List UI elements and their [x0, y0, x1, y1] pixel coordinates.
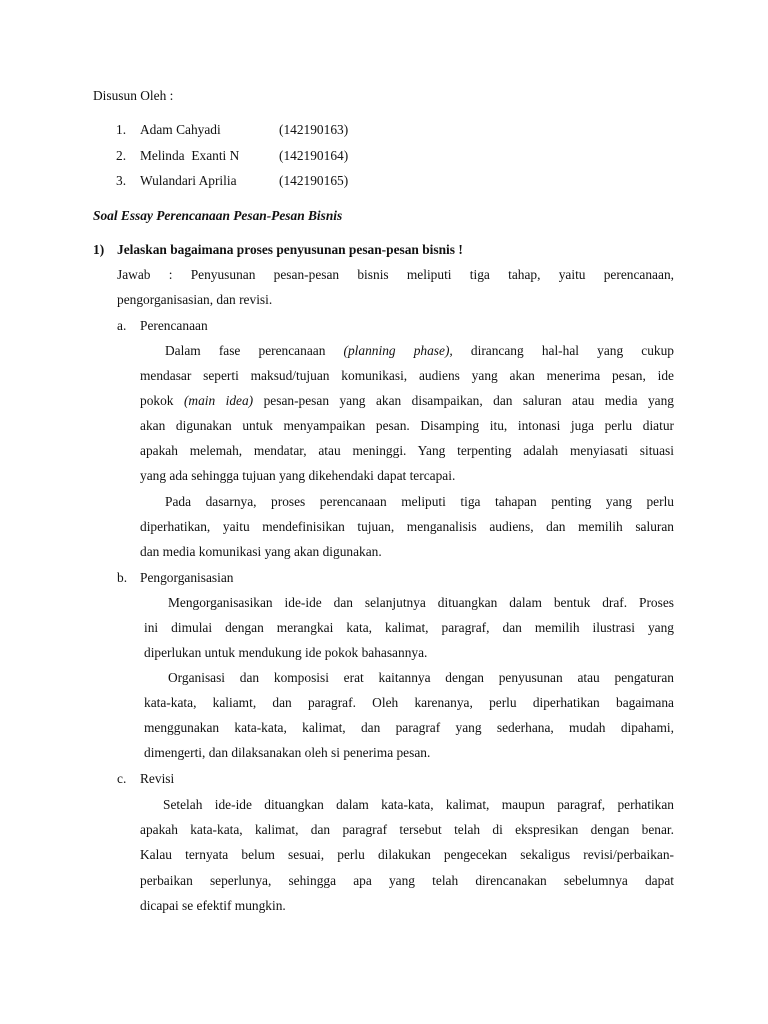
- author-id: (142190164): [279, 148, 349, 163]
- section-letter: a.: [117, 318, 127, 333]
- paragraph-line: Organisasi dan komposisi erat kaitannya dengan penyusunan atau pengaturan: [168, 670, 674, 685]
- section-letter: b.: [117, 570, 128, 585]
- answer-line: pengorganisasian, dan revisi.: [117, 292, 273, 307]
- prepared-by-label: Disusun Oleh :: [93, 88, 174, 103]
- author-id: (142190163): [279, 122, 349, 137]
- paragraph-line: mendasar seperti maksud/tujuan komunikasi, audiens yang akan menerima pesan, ide: [140, 368, 674, 383]
- paragraph-line: menggunakan kata-kata, kalimat, dan paragraf yang sederhana, mudah dipahami,: [144, 720, 674, 735]
- section-letter: c.: [117, 771, 127, 786]
- paragraph-line: diperhatikan, yaitu mendefinisikan tujuan, menganalisis audiens, dan memilih saluran: [140, 519, 674, 534]
- paragraph-line: Dalam fase perencanaan (planning phase), dirancang hal-hal yang cukup: [165, 343, 674, 358]
- paragraph-line: Pada dasarnya, proses perencanaan meliputi tiga tahapan penting yang perlu: [165, 494, 674, 509]
- paragraph-line: diperlukan untuk mendukung ide pokok bahasannya.: [144, 645, 428, 660]
- section-heading: Revisi: [140, 771, 175, 786]
- author-number: 2.: [116, 148, 127, 163]
- paragraph-line: kata-kata, kaliamt, dan paragraf. Oleh karenanya, perlu diperhatikan bagaimana: [144, 695, 674, 710]
- author-name: Melinda Exanti N: [140, 148, 240, 163]
- question-text: Jelaskan bagaimana proses penyusunan pesan-pesan bisnis !: [117, 242, 463, 257]
- paragraph-line: apakah melemah, mendatar, atau meninggi. Yang terpenting adalah menyiasati situasi: [140, 443, 674, 458]
- paragraph-line: Kalau ternyata belum sesuai, perlu dilakukan pengecekan sekaligus revisi/perbaikan-: [140, 847, 674, 862]
- paragraph-line: perbaikan seperlunya, sehingga apa yang telah direncanakan sebelumnya dapat: [140, 873, 674, 888]
- paragraph-line: dimengerti, dan dilaksanakan oleh si penerima pesan.: [144, 745, 431, 760]
- paragraph-line: Mengorganisasikan ide-ide dan selanjutnya dituangkan dalam bentuk draf. Proses: [168, 595, 674, 610]
- paragraph-line: pokok (main idea) pesan-pesan yang akan disampaikan, dan saluran atau media yang: [140, 393, 674, 408]
- paragraph-line: akan digunakan untuk menyampaikan pesan. Disamping itu, intonasi juga perlu diatur: [140, 418, 674, 433]
- author-id: (142190165): [279, 173, 349, 188]
- paragraph-line: dicapai se efektif mungkin.: [140, 898, 286, 913]
- paragraph-line: apakah kata-kata, kalimat, dan paragraf tersebut telah di ekspresikan dengan benar.: [140, 822, 674, 837]
- paragraph-line: Setelah ide-ide dituangkan dalam kata-kata, kalimat, maupun paragraf, perhatikan: [163, 797, 674, 812]
- author-number: 3.: [116, 173, 127, 188]
- paragraph-line: yang ada sehingga tujuan yang dikehendaki dapat tercapai.: [140, 468, 456, 483]
- document-title: Soal Essay Perencanaan Pesan-Pesan Bisnis: [93, 208, 343, 223]
- author-name: Wulandari Aprilia: [140, 173, 237, 188]
- paragraph-line: ini dimulai dengan merangkai kata, kalimat, paragraf, dan memilih ilustrasi yang: [144, 620, 674, 635]
- author-name: Adam Cahyadi: [140, 122, 221, 137]
- author-number: 1.: [116, 122, 127, 137]
- paragraph-line: dan media komunikasi yang akan digunakan.: [140, 544, 382, 559]
- answer-line: Jawab : Penyusunan pesan-pesan bisnis meliputi tiga tahap, yaitu perencanaan,: [117, 267, 674, 282]
- section-heading: Perencanaan: [140, 318, 208, 333]
- question-number: 1): [93, 242, 105, 257]
- section-heading: Pengorganisasian: [140, 570, 234, 585]
